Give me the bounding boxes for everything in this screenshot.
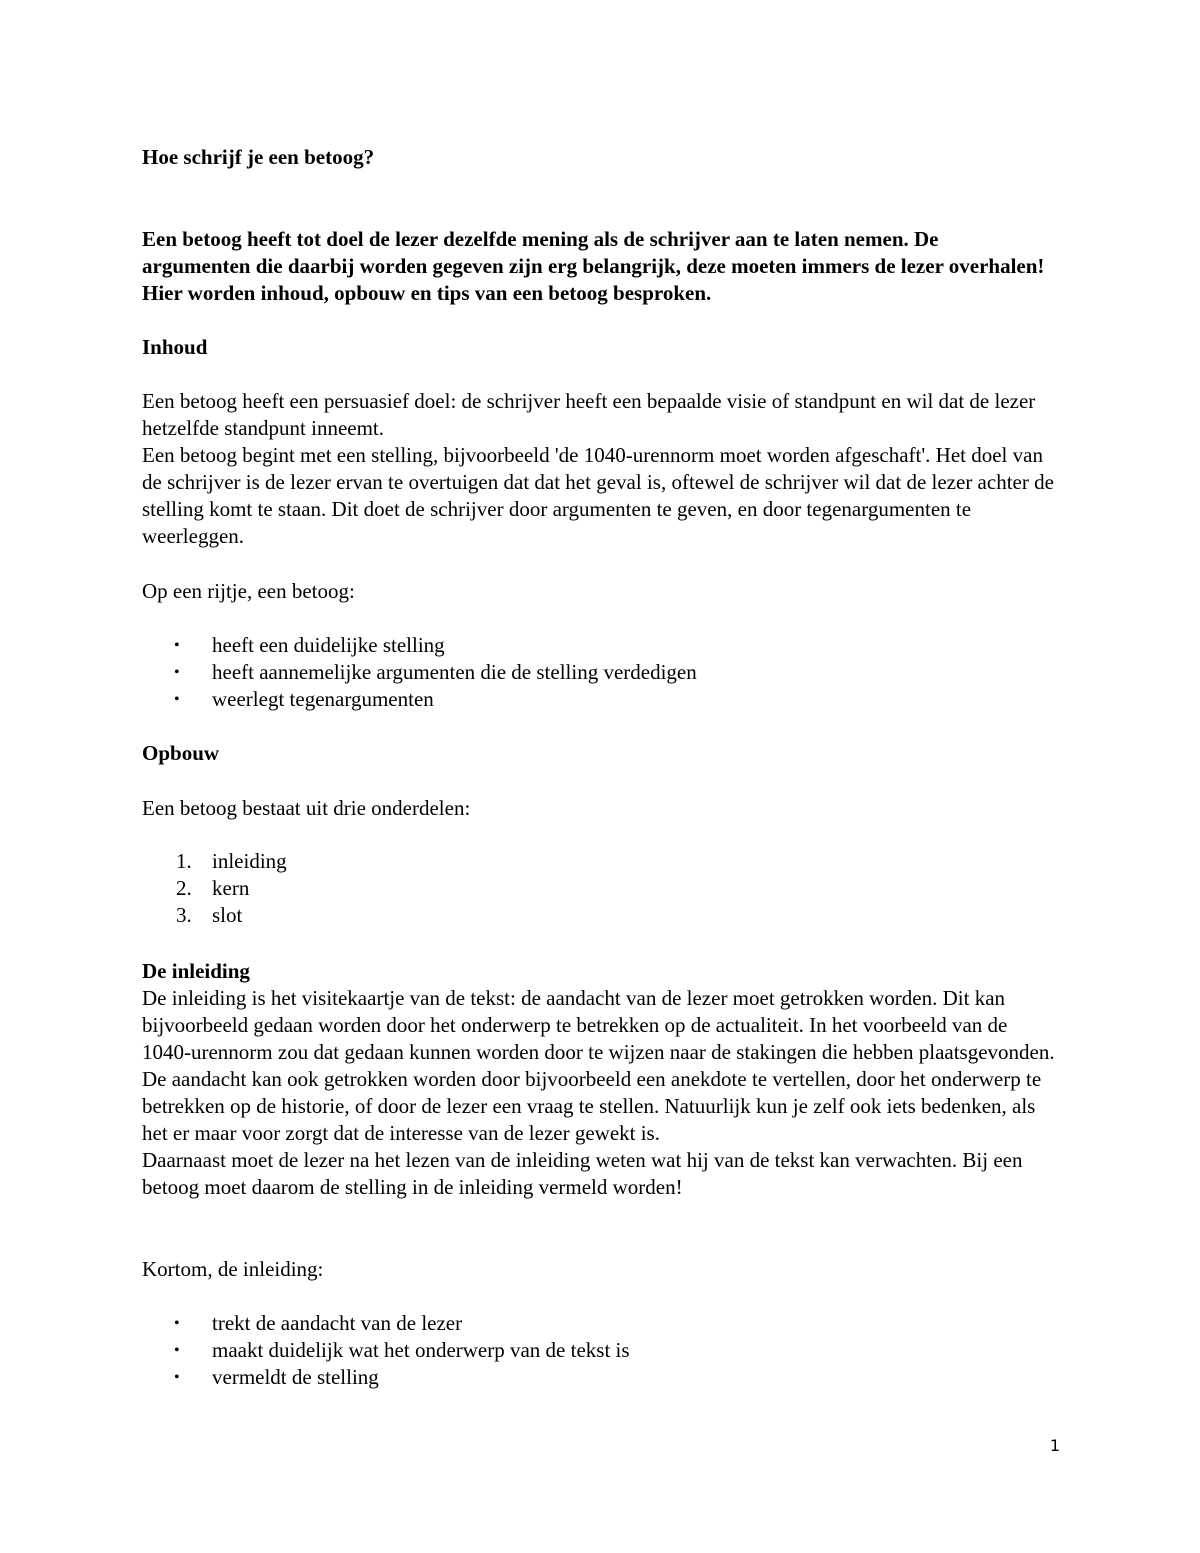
inhoud-list-intro: Op een rijtje, een betoog: xyxy=(142,579,355,603)
list-item-text: trekt de aandacht van de lezer xyxy=(212,1311,463,1335)
intro-paragraph: Een betoog heeft tot doel de lezer dezelfde mening als de schrijver aan te laten nemen. De argumenten die daarbij worden gegeven zijn erg belangrijk, deze moeten immers de lezer overhalen! Hier worden inhoud, opbouw en tips van een betoog besproken. xyxy=(142,227,1045,305)
list-number: 2. xyxy=(176,876,192,900)
inhoud-paragraph: Een betoog heeft een persuasief doel: de schrijver heeft een bepaalde visie of standpunt en wil dat de lezer hetzelfde standpunt inneemt. xyxy=(142,389,1036,440)
bullet-icon: • xyxy=(174,691,180,708)
inleiding-paragraph: De inleiding is het visitekaartje van de tekst: de aandacht van de lezer moet getrokken worden. Dit kan bijvoorbeeld gedaan worden door het onderwerp te betrekken op de actualiteit. In het voorbeeld van de 1040-urennorm zou dat gedaan kunnen worden door te wijzen naar de stakingen die hebben plaatsgevonden. De aandacht kan ook getrokken worden door bijvoorbeeld een anekdote te vertellen, door het onderwerp te betrekken op de historie, of door de lezer een vraag te stellen. Natuurlijk kun je zelf ook iets bedenken, als het er maar voor zorgt dat de interesse van de lezer gewekt is. xyxy=(142,986,1055,1145)
list-item-text: inleiding xyxy=(212,849,287,873)
list-item xyxy=(142,1337,1042,1364)
bullet-icon: • xyxy=(174,1342,180,1359)
list-item-text: kern xyxy=(212,876,250,900)
list-item xyxy=(142,1364,1042,1391)
list-number: 3. xyxy=(176,903,192,927)
bullet-icon: • xyxy=(174,1369,180,1386)
section-heading-opbouw: Opbouw xyxy=(142,741,220,765)
list-item-text: weerlegt tegenargumenten xyxy=(212,687,434,711)
inleiding-bullet-list xyxy=(142,1310,1042,1391)
list-item-text: heeft een duidelijke stelling xyxy=(212,633,445,657)
list-item-text: vermeldt de stelling xyxy=(212,1365,379,1389)
opbouw-intro: Een betoog bestaat uit drie onderdelen: xyxy=(142,796,471,820)
opbouw-numbered-list xyxy=(142,848,1042,929)
list-item xyxy=(142,632,1042,659)
inhoud-paragraph: Een betoog begint met een stelling, bijvoorbeeld 'de 1040-urennorm moet worden afgeschaft'. Het doel van de schrijver is de lezer ervan te overtuigen dat dat het geval is, oftewel de schrijver wil dat de lezer achter de stelling komt te staan. Dit doet de schrijver door argumenten te geven, en door tegenargumenten te weerleggen. xyxy=(142,443,1054,548)
bullet-icon: • xyxy=(174,637,180,654)
inhoud-paragraphs xyxy=(142,388,1057,550)
list-item xyxy=(142,686,1042,713)
bullet-icon: • xyxy=(174,664,180,681)
inhoud-bullet-list xyxy=(142,632,1042,713)
section-heading-inhoud: Inhoud xyxy=(142,335,208,359)
document-title: Hoe schrijf je een betoog? xyxy=(142,145,375,169)
list-item xyxy=(142,659,1042,686)
inleiding-paragraphs xyxy=(142,985,1057,1201)
list-item xyxy=(142,1310,1042,1337)
list-item xyxy=(142,848,1042,875)
bullet-icon: • xyxy=(174,1315,180,1332)
section-heading-inleiding: De inleiding xyxy=(142,959,250,983)
list-item-text: slot xyxy=(212,903,243,927)
list-item-text: maakt duidelijk wat het onderwerp van de tekst is xyxy=(212,1338,630,1362)
page-number: 1 xyxy=(1049,1436,1060,1455)
inleiding-paragraph: Daarnaast moet de lezer na het lezen van de inleiding weten wat hij van de tekst kan verwachten. Bij een betoog moet daarom de stelling in de inleiding vermeld worden! xyxy=(142,1148,1023,1199)
list-item xyxy=(142,902,1042,929)
inleiding-list-intro: Kortom, de inleiding: xyxy=(142,1257,324,1281)
list-item xyxy=(142,875,1042,902)
list-item-text: heeft aannemelijke argumenten die de stelling verdedigen xyxy=(212,660,697,684)
list-number: 1. xyxy=(176,849,192,873)
